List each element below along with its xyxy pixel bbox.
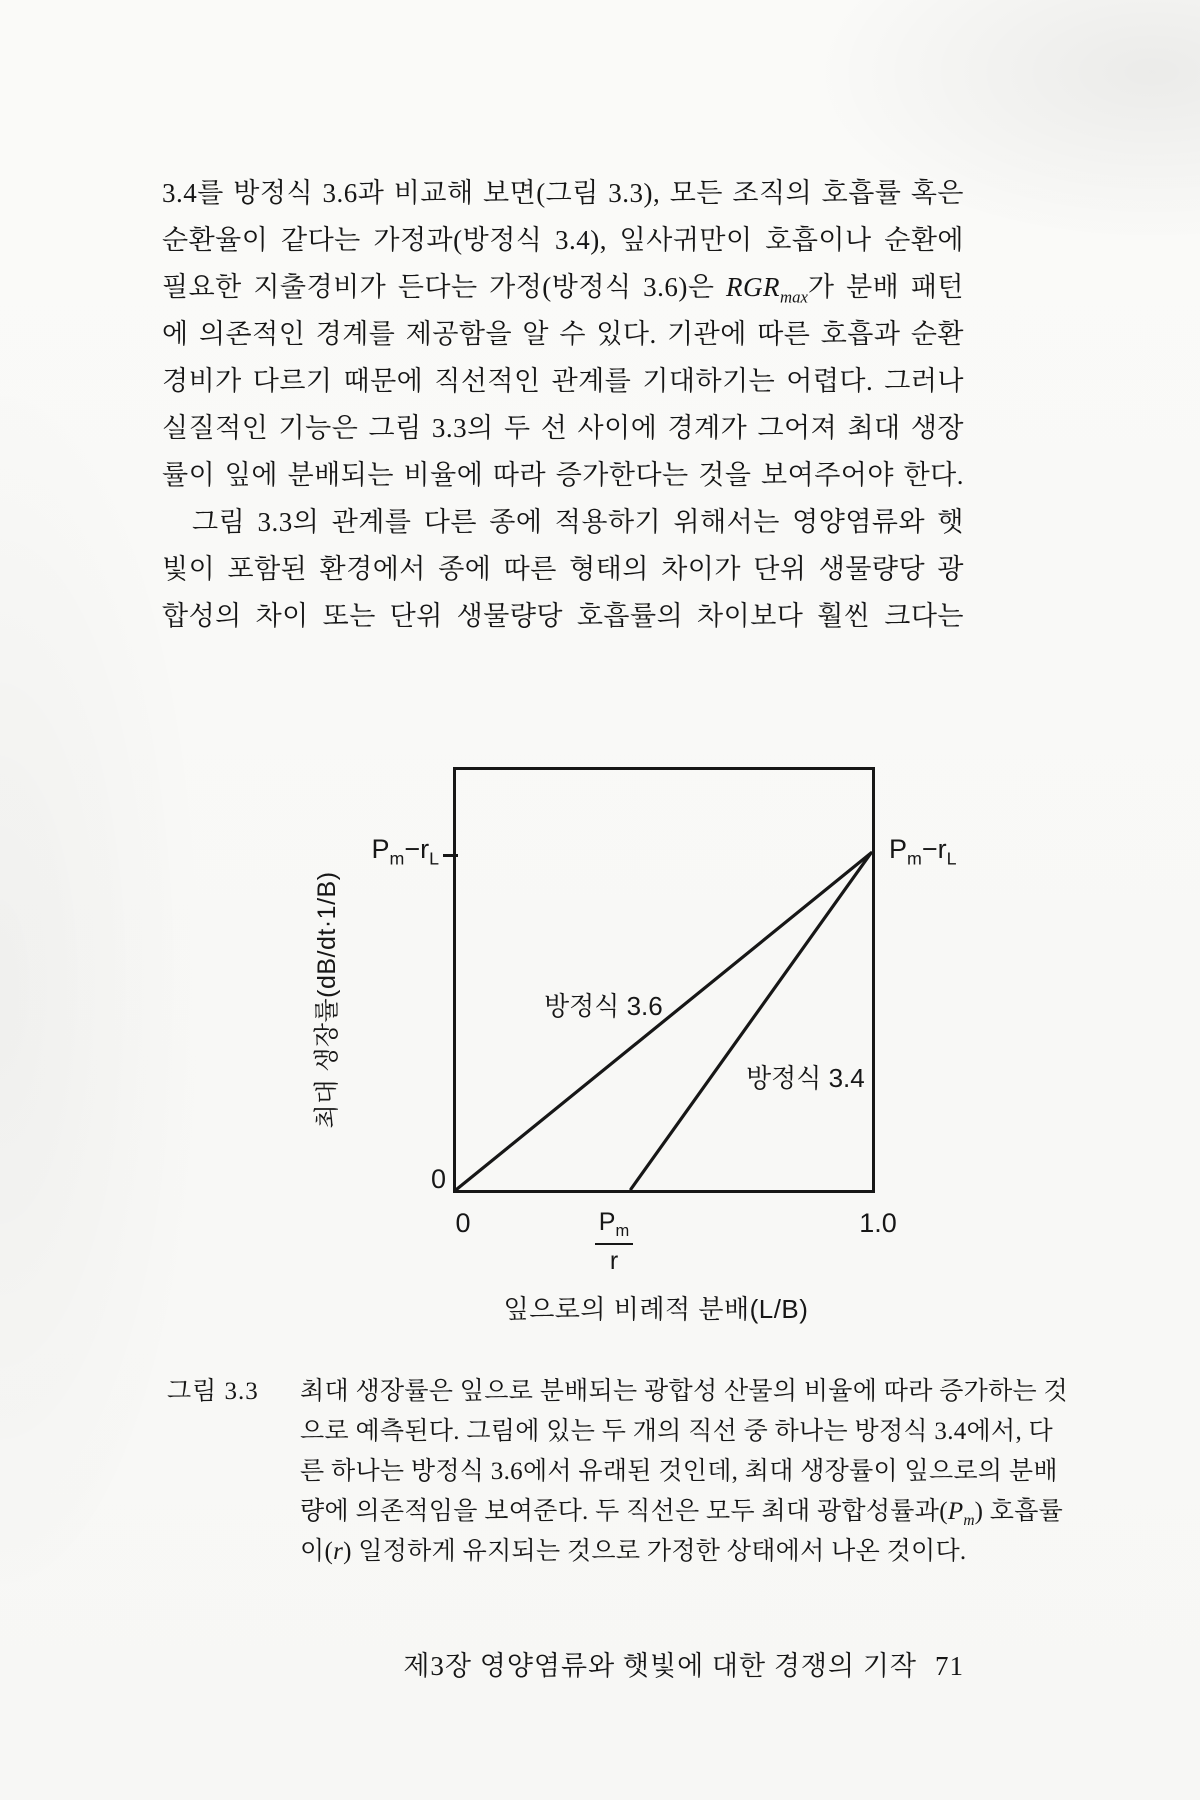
y-axis-value-label-pm-minus-rl bbox=[371, 834, 439, 869]
body-line-text: 필요한 지출경비가 든다는 가정(방정식 3.6)은 bbox=[162, 272, 727, 302]
page-number: 71 bbox=[935, 1651, 964, 1681]
body-line: 합성의 차이 또는 단위 생물량당 호흡률의 차이보다 훨씬 크다는 bbox=[162, 601, 964, 631]
y-axis-tick bbox=[443, 854, 458, 857]
caption-line: 최대 생장률은 잎으로 분배되는 광합성 산물의 비율에 따라 증가하는 것 bbox=[300, 1378, 1069, 1405]
fraction-denominator: r bbox=[609, 1246, 619, 1275]
caption-line-text: 량에 의존적임을 보여준다. 두 직선은 모두 최대 광합성률과( bbox=[300, 1498, 948, 1525]
minus-r-symbol: −r bbox=[921, 834, 947, 864]
pm-subscript: m bbox=[615, 1222, 630, 1240]
x-axis-tick-pm-over-r bbox=[589, 1208, 639, 1276]
pm-symbol: P bbox=[598, 1208, 616, 1236]
x-axis-zero-label: 0 bbox=[455, 1208, 471, 1238]
chapter-title: 제3장 영양염류와 햇빛에 대한 경쟁의 기작 bbox=[403, 1651, 917, 1681]
caption-line-text: 이( bbox=[300, 1538, 334, 1565]
x-axis-title: 잎으로의 비례적 분배(L/B) bbox=[503, 1294, 809, 1324]
figure-plot-area bbox=[313, 767, 957, 1324]
body-line: 경비가 다르기 때문에 직선적인 관계를 기대하기는 어렵다. 그러나 bbox=[162, 366, 964, 396]
body-line: 에 의존적인 경계를 제공함을 알 수 있다. 기관에 따른 호흡과 순환 bbox=[162, 319, 964, 349]
caption-line-text: ) 일정하게 유지되는 것으로 가정한 상태에서 나온 것이다. bbox=[343, 1538, 967, 1565]
body-line: 그림 3.3의 관계를 다른 종에 적용하기 위해서는 영양염류와 햇 bbox=[192, 507, 964, 537]
pm-subscript: m bbox=[907, 848, 922, 869]
page-footer bbox=[403, 1644, 964, 1683]
body-line: 순환율이 같다는 가정과(방정식 3.4), 잎사귀만이 호흡이나 순환에 bbox=[162, 225, 964, 255]
body-line-text: 가 분배 패턴 bbox=[807, 272, 964, 302]
caption-line: 으로 예측된다. 그림에 있는 두 개의 직선 중 하나는 방정식 3.4에서, 다 bbox=[300, 1418, 1054, 1445]
rgr-max-variable: RGR bbox=[726, 272, 781, 302]
equation-3-6-annotation: 방정식 3.6 bbox=[544, 991, 663, 1021]
fraction-numerator bbox=[595, 1208, 633, 1245]
pm-symbol: P bbox=[889, 834, 908, 864]
rl-subscript: L bbox=[946, 848, 957, 869]
line-equation-3-6 bbox=[457, 853, 871, 1189]
figure-lines bbox=[456, 770, 872, 1190]
caption-line bbox=[300, 1492, 1064, 1532]
body-line bbox=[162, 264, 964, 311]
rgr-max-subscript: max bbox=[780, 287, 808, 307]
body-paragraphs bbox=[162, 170, 964, 640]
pm-symbol: P bbox=[371, 834, 390, 864]
figure-number-label: 그림 3.3 bbox=[167, 1378, 259, 1405]
pm-variable-subscript: m bbox=[963, 1512, 975, 1529]
y-axis-zero-label: 0 bbox=[430, 1164, 446, 1194]
figure-caption-text bbox=[300, 1372, 1069, 1572]
minus-r-symbol: −r bbox=[404, 834, 430, 864]
figure-caption bbox=[167, 1372, 1069, 1572]
x-axis-max-label: 1.0 bbox=[859, 1208, 897, 1238]
y-axis-title: 최대 생장률(dB/dt·1/B) bbox=[313, 871, 341, 1129]
endpoint-label-pm-minus-rl bbox=[889, 834, 957, 869]
body-line: 실질적인 기능은 그림 3.3의 두 선 사이에 경계가 그어져 최대 생장 bbox=[162, 413, 964, 443]
r-variable: r bbox=[333, 1538, 344, 1565]
body-line: 률이 잎에 분배되는 비율에 따라 증가한다는 것을 보여주어야 한다. bbox=[162, 460, 964, 490]
pm-variable: P bbox=[947, 1498, 964, 1525]
caption-line: 른 하나는 방정식 3.6에서 유래된 것인데, 최대 생장률이 잎으로의 분배 bbox=[300, 1458, 1058, 1485]
rl-subscript: L bbox=[429, 848, 439, 869]
caption-line bbox=[300, 1532, 967, 1572]
body-line: 빛이 포함된 환경에서 종에 따른 형태의 차이가 단위 생물량당 광 bbox=[162, 554, 964, 584]
body-line: 3.4를 방정식 3.6과 비교해 보면(그림 3.3), 모든 조직의 호흡률 혹은 bbox=[162, 178, 964, 208]
caption-line-text: ) 호흡률 bbox=[974, 1498, 1064, 1525]
equation-3-4-annotation: 방정식 3.4 bbox=[746, 1063, 865, 1093]
pm-subscript: m bbox=[389, 848, 405, 869]
line-equation-3-4 bbox=[631, 853, 871, 1189]
